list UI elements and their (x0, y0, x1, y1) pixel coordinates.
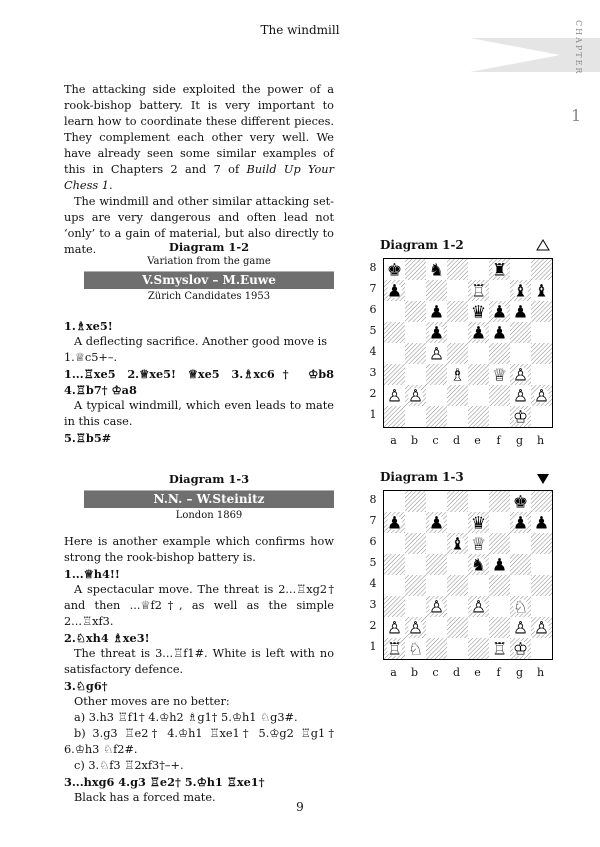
annotation-text: Black has a forced mate. (74, 791, 216, 804)
black-knight-icon: ♞ (470, 555, 487, 576)
black-bishop-icon: ♝ (512, 281, 529, 302)
annotation-text: A spectacular move. The threat is 2...♖xg2† and then ...♕f2†, as well as the simple 2...♖xf3. (64, 583, 334, 628)
rank-label: 6 (369, 303, 377, 316)
players-bar: V.Smyslov – M.Euwe (84, 271, 334, 289)
square-a4 (384, 343, 405, 364)
square-d8 (447, 259, 468, 280)
square-a5 (384, 322, 405, 343)
square-f4 (489, 343, 510, 364)
black-pawn-icon: ♟ (428, 513, 445, 534)
annotation-text: A typical windmill, which even leads to mate in this case. (64, 399, 334, 428)
file-label: d (452, 434, 461, 447)
file-label: a (390, 434, 397, 447)
square-d4 (447, 343, 468, 364)
square-b3 (405, 364, 426, 385)
black-pawn-icon: ♟ (491, 555, 508, 576)
rank-label: 8 (369, 493, 377, 506)
rank-label: 4 (369, 577, 377, 590)
white-triangle-icon (536, 236, 550, 255)
move-line: 1...♕h4!! (64, 567, 120, 581)
rank-label: 2 (369, 619, 377, 632)
rank-label: 1 (369, 408, 377, 421)
file-label: a (390, 666, 397, 679)
square-b7 (405, 512, 426, 533)
white-pawn-icon: ♙ (470, 597, 487, 618)
rank-label: 3 (369, 598, 377, 611)
square-c6 (426, 533, 447, 554)
square-c2 (426, 385, 447, 406)
black-queen-icon: ♛ (470, 513, 487, 534)
square-b6 (405, 533, 426, 554)
square-f3 (489, 596, 510, 617)
square-b5 (405, 322, 426, 343)
square-f1 (489, 406, 510, 427)
rank-label: 8 (369, 261, 377, 274)
square-f7 (489, 280, 510, 301)
white-queen-icon: ♕ (470, 534, 487, 555)
intro-text (64, 82, 334, 258)
square-f2 (489, 617, 510, 638)
square-e8 (468, 491, 489, 512)
square-a6 (384, 533, 405, 554)
square-b3 (405, 596, 426, 617)
square-d5 (447, 554, 468, 575)
square-d7 (447, 280, 468, 301)
file-label: e (474, 434, 481, 447)
game-header-1-3 (84, 472, 334, 521)
black-pawn-icon: ♟ (512, 513, 529, 534)
black-bishop-icon: ♝ (449, 534, 466, 555)
black-king-icon: ♚ (512, 492, 529, 513)
black-queen-icon: ♛ (470, 302, 487, 323)
players-bar: N.N. – W.Steinitz (84, 490, 334, 508)
square-b1 (405, 406, 426, 427)
running-head: The windmill (260, 23, 340, 37)
square-g5 (510, 322, 531, 343)
square-a3 (384, 596, 405, 617)
file-label: c (432, 666, 439, 679)
square-b4 (405, 343, 426, 364)
chessboard-1-3 (383, 490, 553, 660)
square-g4 (510, 575, 531, 596)
white-pawn-icon: ♙ (533, 618, 550, 639)
square-h3 (531, 364, 552, 385)
move-line: 2.♘xh4 ♗xe3! (64, 631, 150, 645)
white-rook-icon: ♖ (470, 281, 487, 302)
white-pawn-icon: ♙ (428, 597, 445, 618)
square-h8 (531, 259, 552, 280)
diagram-title: Diagram 1-2 (168, 240, 250, 254)
annotation-text: a) 3.h3 ♖f1† 4.♔h2 ♗g1† 5.♔h1 ♘g3#. (74, 711, 298, 724)
square-d3 (447, 596, 468, 617)
square-a6 (384, 301, 405, 322)
move-line: 1...♖xe5 2.♕xe5! ♕xe5 3.♗xc6† ♔b8 4.♖b7† ♔a8 (64, 367, 334, 397)
file-label: d (452, 666, 461, 679)
square-e2 (468, 617, 489, 638)
square-d5 (447, 322, 468, 343)
square-e8 (468, 259, 489, 280)
square-f6 (489, 533, 510, 554)
square-d4 (447, 575, 468, 596)
move-line: 3.♘g6† (64, 679, 108, 693)
chapter-tab-label: CHAPTER (574, 20, 583, 76)
black-pawn-icon: ♟ (428, 302, 445, 323)
white-queen-icon: ♕ (491, 365, 508, 386)
square-g6 (510, 533, 531, 554)
white-knight-icon: ♘ (407, 639, 424, 660)
rank-label: 4 (369, 345, 377, 358)
game-event: London 1869 (175, 510, 243, 521)
black-pawn-icon: ♟ (512, 302, 529, 323)
annotation-text: A deflecting sacrifice. Another good move is (74, 335, 328, 348)
rank-label: 7 (369, 514, 377, 527)
intro-paragraph-2: The windmill and other similar attacking set-ups are very dangerous and often lead not ‘only’ to a gain of material, but also directly to mate. (64, 195, 334, 256)
square-e1 (468, 638, 489, 659)
square-d6 (447, 301, 468, 322)
file-label: h (536, 434, 545, 447)
square-d2 (447, 385, 468, 406)
square-c3 (426, 364, 447, 385)
square-e4 (468, 343, 489, 364)
black-pawn-icon: ♟ (428, 323, 445, 344)
file-label: g (515, 434, 524, 447)
black-triangle-icon (536, 470, 550, 489)
annotation-text: The threat is 3...♖f1#. White is left with no satisfactory defence. (64, 647, 334, 676)
annotation-text: b) 3.g3 ♖e2† 4.♔h1 ♖xe1† 5.♔g2 ♖g1† 6.♔h3 ♘f2#. (64, 727, 334, 756)
board-title: Diagram 1-2 (380, 238, 464, 252)
annotation-text: Other moves are no better: (74, 695, 230, 708)
white-pawn-icon: ♙ (512, 386, 529, 407)
move-line: 1.♗xe5! (64, 319, 113, 333)
white-pawn-icon: ♙ (533, 386, 550, 407)
black-pawn-icon: ♟ (386, 281, 403, 302)
square-f4 (489, 575, 510, 596)
game-subtitle: Variation from the game (147, 256, 271, 267)
square-h4 (531, 575, 552, 596)
white-pawn-icon: ♙ (512, 618, 529, 639)
intro-paragraph-1: The attacking side exploited the power of a rook-bishop battery. It is very important to learn how to coordinate these different pieces. They complement each other very well. We have already seen some similar examples of this in Chapters 2 and 7 of Build Up Your Chess 1. (64, 83, 334, 192)
black-knight-icon: ♞ (428, 260, 445, 281)
square-h3 (531, 596, 552, 617)
rank-label: 3 (369, 366, 377, 379)
file-labels (383, 666, 551, 679)
square-d1 (447, 638, 468, 659)
black-bishop-icon: ♝ (533, 281, 550, 302)
chapter-tab (560, 18, 600, 128)
page-number: 9 (296, 800, 304, 814)
white-pawn-icon: ♙ (386, 618, 403, 639)
file-label: e (474, 666, 481, 679)
square-b4 (405, 575, 426, 596)
annotation-text: Here is another example which confirms how strong the rook-bishop battery is. (64, 535, 334, 564)
move-text-1-2 (64, 318, 334, 446)
file-label: f (496, 434, 501, 447)
square-h1 (531, 638, 552, 659)
white-rook-icon: ♖ (386, 639, 403, 660)
square-b8 (405, 259, 426, 280)
square-g8 (510, 259, 531, 280)
board-title: Diagram 1-3 (380, 470, 464, 484)
square-e4 (468, 575, 489, 596)
square-e2 (468, 385, 489, 406)
black-rook-icon: ♜ (491, 260, 508, 281)
square-g4 (510, 343, 531, 364)
square-a4 (384, 575, 405, 596)
square-a3 (384, 364, 405, 385)
square-c8 (426, 491, 447, 512)
square-b5 (405, 554, 426, 575)
rank-label: 5 (369, 556, 377, 569)
white-pawn-icon: ♙ (407, 618, 424, 639)
file-label: c (432, 434, 439, 447)
square-a1 (384, 406, 405, 427)
rank-label: 6 (369, 535, 377, 548)
square-a8 (384, 491, 405, 512)
white-pawn-icon: ♙ (428, 344, 445, 365)
square-c1 (426, 406, 447, 427)
square-g5 (510, 554, 531, 575)
game-event: Zürich Candidates 1953 (147, 291, 271, 302)
white-bishop-icon: ♗ (449, 365, 466, 386)
square-e3 (468, 364, 489, 385)
square-a5 (384, 554, 405, 575)
black-king-icon: ♚ (386, 260, 403, 281)
square-h8 (531, 491, 552, 512)
file-label: b (410, 434, 419, 447)
rank-label: 1 (369, 640, 377, 653)
black-pawn-icon: ♟ (470, 323, 487, 344)
file-labels (383, 434, 551, 447)
white-pawn-icon: ♙ (512, 365, 529, 386)
move-line: 5.♖b5# (64, 431, 112, 445)
white-king-icon: ♔ (512, 407, 529, 428)
white-pawn-icon: ♙ (386, 386, 403, 407)
rank-label: 5 (369, 324, 377, 337)
annotation-text: c) 3.♘f3 ♖2xf3†–+. (74, 759, 184, 772)
square-h5 (531, 322, 552, 343)
square-h4 (531, 343, 552, 364)
square-b8 (405, 491, 426, 512)
square-h1 (531, 406, 552, 427)
file-label: h (536, 666, 545, 679)
square-c1 (426, 638, 447, 659)
white-knight-icon: ♘ (512, 597, 529, 618)
square-f7 (489, 512, 510, 533)
square-c4 (426, 575, 447, 596)
square-b7 (405, 280, 426, 301)
square-d7 (447, 512, 468, 533)
square-h6 (531, 301, 552, 322)
square-d2 (447, 617, 468, 638)
annotation-text: 1.♕c5+–. (64, 351, 118, 364)
square-e1 (468, 406, 489, 427)
black-pawn-icon: ♟ (533, 513, 550, 534)
square-b6 (405, 301, 426, 322)
move-line: 3...hxg6 4.g3 ♖e2† 5.♔h1 ♖xe1† (64, 775, 265, 789)
diagram-title: Diagram 1-3 (168, 472, 250, 486)
white-king-icon: ♔ (512, 639, 529, 660)
square-f8 (489, 491, 510, 512)
black-pawn-icon: ♟ (491, 302, 508, 323)
square-c2 (426, 617, 447, 638)
square-d8 (447, 491, 468, 512)
square-c5 (426, 554, 447, 575)
file-label: b (410, 666, 419, 679)
square-d1 (447, 406, 468, 427)
square-h6 (531, 533, 552, 554)
chapter-tab-number: 1 (571, 106, 582, 125)
square-c7 (426, 280, 447, 301)
square-f2 (489, 385, 510, 406)
file-label: f (496, 666, 501, 679)
black-pawn-icon: ♟ (386, 513, 403, 534)
white-pawn-icon: ♙ (407, 386, 424, 407)
white-rook-icon: ♖ (491, 639, 508, 660)
square-h5 (531, 554, 552, 575)
file-label: g (515, 666, 524, 679)
move-text-1-3 (64, 534, 334, 806)
game-header-1-2 (84, 240, 334, 302)
rank-label: 7 (369, 282, 377, 295)
chessboard-1-2 (383, 258, 553, 428)
black-pawn-icon: ♟ (491, 323, 508, 344)
rank-label: 2 (369, 387, 377, 400)
